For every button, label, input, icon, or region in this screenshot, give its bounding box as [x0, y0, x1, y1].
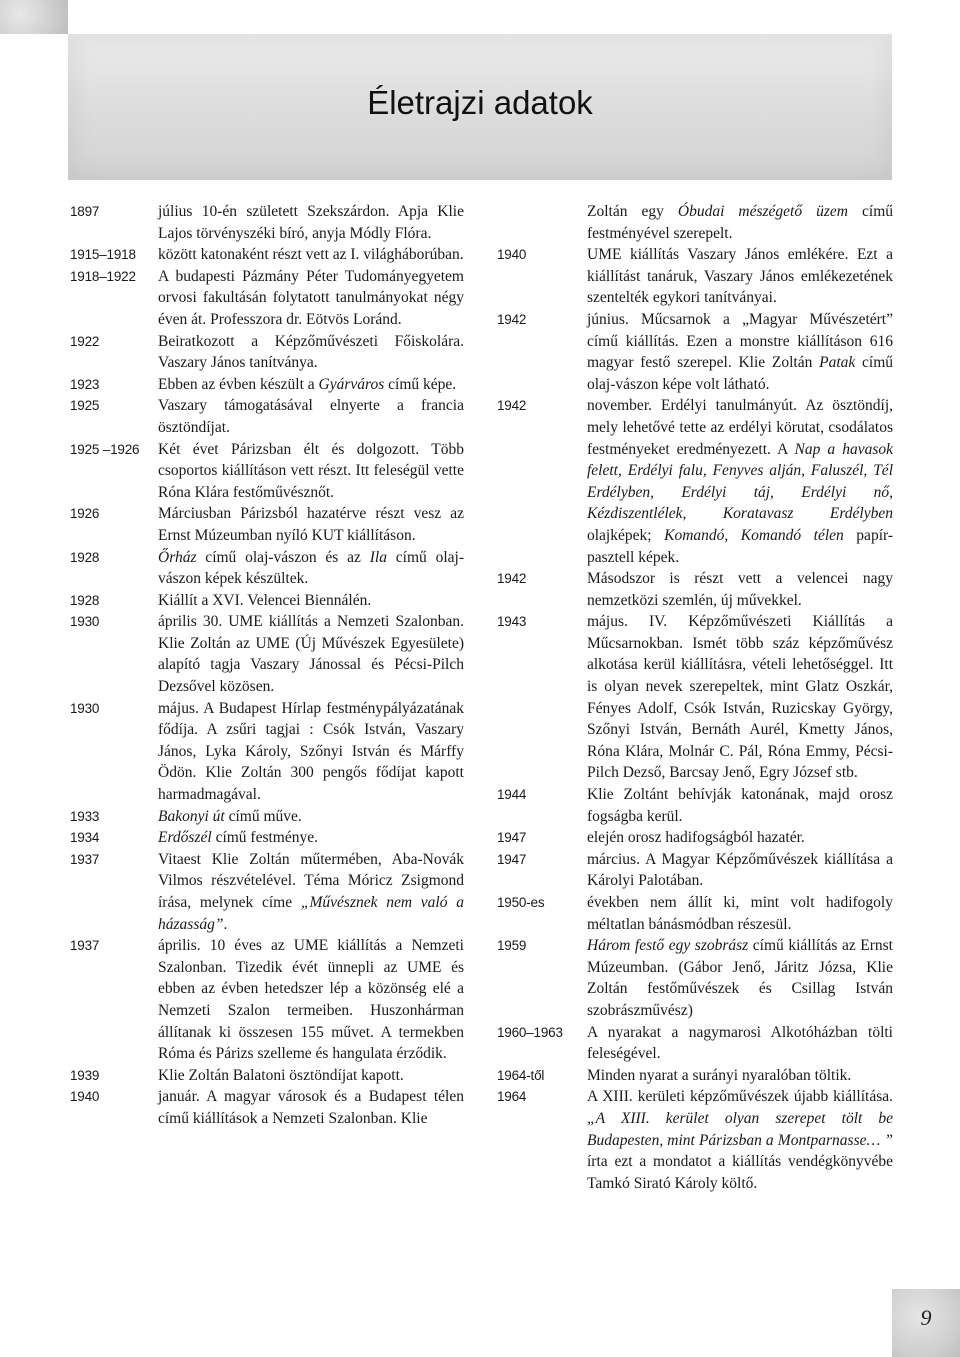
entry-text: UME kiállítás Vaszary János emlékére. Ezt a kiállítást tanáruk, Vaszary János emlékezetének szentelték egykori tanítványai.: [587, 246, 893, 307]
entry-year: 1942: [497, 398, 527, 414]
entry-text: május. A Budapest Hírlap festménypályázatának fődíja. A zsűri tagjai : Csók István, Vaszary János, Lyka Károly, Szőnyi István és Márffy Ödön. Klie Zoltán 300 pengős fődíjat kapott harmadmagával.: [158, 699, 464, 804]
entry-year: 1937: [70, 851, 100, 867]
page-number: 9: [920, 1305, 932, 1330]
entry-year: 1925: [70, 398, 100, 414]
entry-text: június. Műcsarnok a „Magyar Művészetért” című kiállítás. Ezen a monstre kiállításon 616 magyar festő szerepel. Klie Zoltán Patak című olaj-vászon képe volt látható.: [587, 310, 893, 393]
timeline-entry: [70, 935, 464, 1065]
entry-text: elején orosz hadifogságból hazatér.: [587, 829, 805, 847]
entry-text: Másodszor is részt vett a velencei nagy nemzetközi szemlén, új művekkel.: [587, 570, 893, 609]
timeline-entry: [70, 547, 464, 590]
entry-text: Erdőszél című festménye.: [158, 829, 319, 847]
entry-text: Kiállít a XVI. Velencei Biennálén.: [158, 591, 372, 609]
entry-text: Márciusban Párizsból hazatérve részt vesz az Ernst Múzeumban nyíló KUT kiállításon.: [158, 505, 464, 544]
entry-text: május. IV. Képzőművészeti Kiállítás a Műcsarnokban. Ismét több száz képzőművész alkotása kerül kiállításra, vételi lehetőséggel. Itt is olyan nevek szerepeltek, mint Glatz Oszkár, Fényes Adolf, Csók István, Ruzicskay György, Szőnyi István, Bernáth Aurél, Kmetty János, Róna Klára, Molnár C. Pál, Róna Emmy, Pécsi-Pilch Dezső, Barcsay Jenő, Egry József stb.: [587, 613, 893, 782]
timeline-entry: [497, 892, 893, 935]
entry-year: 1939: [70, 1067, 100, 1083]
entry-year: 1930: [70, 614, 100, 630]
timeline-entry: [70, 1086, 464, 1129]
entry-text: Minden nyarat a surányi nyaralóban töltik.: [587, 1066, 852, 1084]
entry-text: Két évet Párizsban élt és dolgozott. Több csoportos kiállításon vett részt. Itt feleségül vette Róna Klára festőművésznőt.: [158, 440, 464, 501]
entry-year: 1915–1918: [70, 247, 136, 263]
right-column: [497, 201, 893, 1194]
timeline-entry: [70, 806, 464, 828]
entry-text: Őrház című olaj-vászon és az Ila című olaj-vászon képek készültek.: [158, 548, 465, 588]
timeline-entry: [497, 395, 893, 568]
entry-year: 1947: [497, 830, 527, 846]
entry-text: Zoltán egy Óbudai mészégető üzem című festményével szerepelt.: [587, 203, 894, 242]
timeline-entry: [70, 244, 464, 266]
entry-year: 1928: [70, 592, 100, 608]
entry-year: 1933: [70, 808, 100, 824]
entry-text: Klie Zoltánt behívják katonának, majd orosz fogságba kerül.: [587, 786, 893, 825]
entry-text: április 30. UME kiállítás a Nemzeti Szalonban. Klie Zoltán az UME (Új Művészek Egyesülete) alapító tagja Vaszary Jánossal és Pécsi-Pilch Dezsővel közösen.: [158, 613, 464, 696]
entry-text: július 10-én született Szekszárdon. Apja Klie Lajos törvényszéki bíró, anyja Módly Flóra.: [158, 203, 464, 242]
entry-text: Ebben az évben készült a Gyárváros című képe.: [158, 375, 457, 393]
entry-year: 1923: [70, 376, 100, 392]
entry-year: 1937: [70, 938, 100, 954]
timeline-entry: [70, 611, 464, 697]
timeline-entry: [497, 611, 893, 784]
timeline-entry: [70, 1065, 464, 1087]
entry-text: november. Erdélyi tanulmányút. Az ösztöndíj, mely lehetővé tette az erdélyi körutat, csodálatos festményeket eredményezett. A Nap a havasok felett, Erdélyi falu, Fenyves alján, Faluszél, Tél Erdélyben, Erdélyi táj, Erdélyi nő, Kézdiszentlélek, Koratavasz Erdélyben olajképek; Komandó, Komandó télen papír-pasztell képek.: [587, 397, 894, 566]
entry-year: 1959: [497, 938, 527, 954]
entry-year: 1942: [497, 571, 527, 587]
entry-year: 1942: [497, 311, 527, 327]
entry-text: években nem állít ki, mint volt hadifogoly méltatlan bánásmódban részesül.: [587, 894, 893, 933]
timeline-entry: [497, 201, 893, 244]
timeline-entry: [70, 503, 464, 546]
timeline-entry: [70, 374, 464, 396]
entry-year: 1960–1963: [497, 1024, 563, 1040]
entry-text: között katonaként részt vett az I. világháborúban.: [158, 246, 464, 264]
entry-text: A budapesti Pázmány Péter Tudományegyetem orvosi fakultásán folytatott tanulmányokat négy éven át. Professzora dr. Eötvös Loránd.: [158, 267, 464, 328]
entry-text: A nyarakat a nagymarosi Alkotóházban tölti feleségével.: [587, 1023, 893, 1063]
entry-text: Vitaest Klie Zoltán műtermében, Aba-Novák Vilmos részvételével. Téma Móricz Zsigmond írása, melynek címe „Művésznek nem való a házasság”.: [158, 850, 464, 933]
timeline-entry: [497, 784, 893, 827]
left-column: [70, 201, 464, 1130]
timeline-entry: [70, 439, 464, 504]
page-title: Életrajzi adatok: [367, 84, 593, 121]
entry-year: 1922: [70, 333, 100, 349]
timeline-entry: [497, 935, 893, 1021]
entry-year: 1950-es: [497, 895, 545, 910]
timeline-entry: [497, 568, 893, 611]
entry-text: március. A Magyar Képzőművészek kiállítása a Károlyi Palotában.: [587, 850, 893, 890]
entry-year: 1897: [70, 204, 100, 219]
entry-year: 1964-től: [497, 1067, 545, 1083]
entry-year: 1925 –1926: [70, 441, 140, 457]
timeline-entry: [70, 266, 464, 331]
timeline-entry: [70, 201, 464, 244]
timeline-entry: [70, 331, 464, 374]
timeline-entry: [70, 590, 464, 612]
entry-year: 1918–1922: [70, 268, 136, 284]
entry-text: A XIII. kerületi képzőművészek újabb kiállítása. „A XIII. kerület olyan szerepet tölt be Budapesten, mint Párizsban a Montparnasse… ” írta ezt a mondatot a kiállítás vendégkönyvébe Tamkó Sirató Károly költő.: [587, 1088, 893, 1192]
entry-year: 1947: [497, 851, 527, 867]
entry-text: Három festő egy szobrász című kiállítás az Ernst Múzeumban. (Gábor Jenő, Járitz Józsa, Klie Zoltán festőművészek és Csillag István szobrászművész): [587, 937, 893, 1019]
entry-year: 1934: [70, 830, 100, 846]
entry-text: január. A magyar városok és a Budapest télen című kiállítások a Nemzeti Szalonban. Klie: [158, 1088, 464, 1127]
timeline-entry: [70, 849, 464, 935]
timeline-entry: [70, 395, 464, 438]
entry-year: 1944: [497, 787, 527, 803]
timeline-entry: [497, 1065, 893, 1087]
entry-year: 1930: [70, 700, 100, 716]
timeline-entry: [497, 1022, 893, 1065]
entry-text: Beiratkozott a Képzőművészeti Főiskolára. Vaszary János tanítványa.: [158, 332, 464, 372]
timeline-entry: [497, 309, 893, 395]
entry-text: Bakonyi út című műve.: [158, 807, 302, 825]
entry-year: 1943: [497, 614, 527, 630]
timeline-entry: [497, 827, 893, 849]
timeline-entry: [497, 1086, 893, 1194]
corner-decoration: [0, 0, 68, 34]
entry-text: Klie Zoltán Balatoni ösztöndíjat kapott.: [158, 1066, 404, 1084]
entry-year: 1964: [497, 1089, 527, 1105]
timeline-entry: [70, 698, 464, 806]
entry-year: 1928: [70, 549, 100, 565]
entry-text: Vaszary támogatásával elnyerte a francia ösztöndíjat.: [158, 397, 464, 436]
entry-text: április. 10 éves az UME kiállítás a Nemzeti Szalonban. Tizedik évét ünnepli az UME és ebben az évben hetedszer lép a közönség elé a Nemzeti Szalon termeiben. Huszonhárman állítanak ki összesen 155 művet. A termekben Róma és Párizs szelleme és hangulata érződik.: [158, 937, 464, 1063]
timeline-entry: [497, 244, 893, 309]
timeline-entry: [70, 827, 464, 849]
entry-year: 1940: [70, 1089, 100, 1105]
entry-year: 1926: [70, 506, 100, 522]
timeline-entry: [497, 849, 893, 892]
entry-year: 1940: [497, 247, 527, 263]
